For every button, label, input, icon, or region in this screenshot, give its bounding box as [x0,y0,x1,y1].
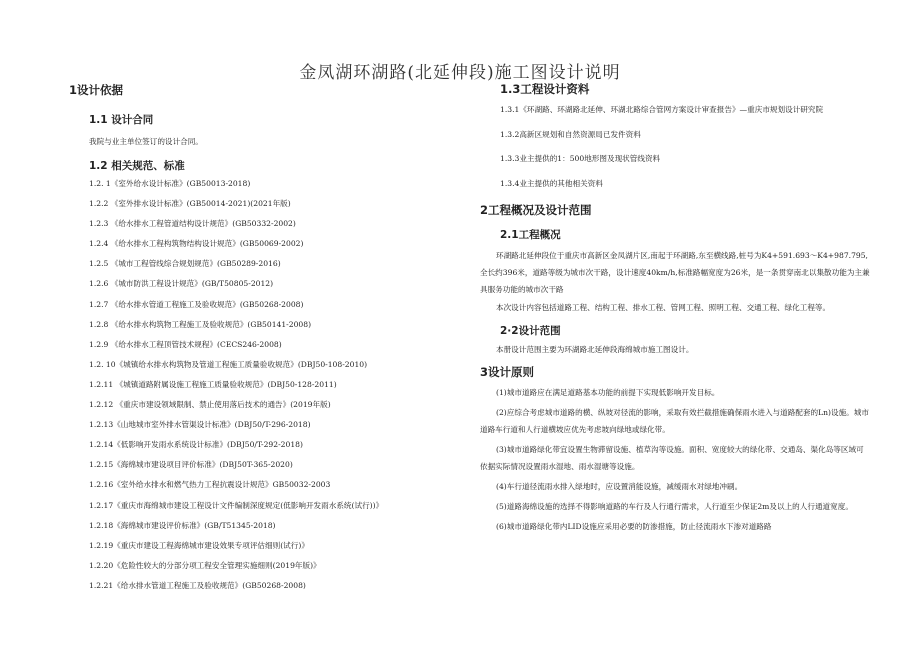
page-title: 金凤湖环湖路(北延伸段)施工图设计说明 [299,63,621,83]
section-1-3-heading: 1.3工程设计资料 [500,82,590,96]
list-item: 1.2.19《重庆市建设工程海绵城市建设效果专项评估细则(试行)》 [89,540,309,550]
section-1-1-text: 我院与业主单位签订的设计合同。 [89,137,203,146]
list-item: 1.2.4 《给水排水工程构筑物结构设计规范》(GB50069-2002) [89,239,304,249]
materials-list [480,104,870,190]
list-item: (2)应综合考虑城市道路的横、纵坡对径流的影响，采取有效拦截措施确保雨水进入与道路配套的Ln)设施。城市道路车行道和人行道横坡应优先考虑坡向绿地或绿化带。 [480,408,869,434]
list-item: 1.2.12 《重庆市建设领域限制、禁止使用落后技术的通告》(2019年版) [89,400,331,410]
section-2-1-heading: 2.1工程概况 [500,229,561,241]
list-item: (5)道路海绵设施的选择不得影响道路的车行及人行通行需求，人行道至少保证2m及以上的人行通道宽度。 [496,502,853,511]
principles-list [480,384,870,535]
list-item: (3)城市道路绿化带宜设置生物滞留设施、植草沟等设施。面积、宽度较大的绿化带、交通岛、渠化岛等区域可依据实际情况设置雨水湿地、雨水湿塘等设施。 [480,445,864,471]
list-item: 1.2.14《低影响开发雨水系统设计标准》(DBJ50/T-292-2018) [89,440,303,450]
section-1-2-heading: 1.2 相关规范、标准 [89,160,185,172]
overview-paragraph-1: 环湖路北延伸段位于重庆市高新区金凤湖片区,南起于环湖路,东至横线路,桩号为K4+591.693～K4+987.795,全长约396米，道路等级为城市次干路，设计速度40km/h,标准路幅宽度为26米，是一条贯穿南北以集散功能为主兼具服务功能的城市次干路 [480,251,870,294]
list-item: 1.2.20《危险性较大的分部分项工程安全管理实施细则(2019年版)》 [89,560,321,570]
list-item: (4)车行道径流雨水排入绿地时，应设置消能设施，减缓雨水对绿地冲刷。 [496,482,743,491]
list-item: 1.2.9 《给水排水工程顶管技术规程》(CECS246-2008) [89,339,282,349]
scope-text: 本册设计范围主要为环湖路北延伸段海绵城市施工图设计。 [496,345,694,354]
section-3-heading: 3设计原则 [480,365,535,379]
list-item: 1.2.7 《给水排水管道工程施工及验收规范》(GB50268-2008) [89,299,304,309]
list-item: 1.2.6 《城市防洪工程设计规范》(GB/T50805-2012) [89,279,274,289]
section-1-heading: 1设计依据 [69,83,124,97]
list-item: 1.3.3业主提供的1：500地形图及现状管线资料 [500,154,661,163]
list-item: 1.3.2高新区规划和自然资源局已发件资料 [500,129,641,139]
list-item: 1.3.1《环湖路、环湖路北延伸、环湖北路综合管网方案设计审查报告》—重庆市规划设计研究院 [500,105,824,114]
left-column [69,80,449,600]
list-item: 1.2. 1《室外给水设计标准》(GB50013-2018) [89,179,251,188]
list-item: 1.2.11 《城镇道路附属设施工程施工质量验收规范》(DBJ50-128-2011) [89,379,337,389]
section-2-heading: 2工程概况及设计范围 [480,203,592,217]
list-item: 1.2.13《山地城市室外排水管渠设计标准》(DBJ50/T-296-2018) [89,420,311,430]
list-item: 1.2.16《室外给水排水和燃气热力工程抗震设计规范》GB50032-2003 [89,480,331,490]
list-item: 1.2.21《给水排水管道工程施工及验收规范》(GB50268-2008) [89,580,306,590]
list-item: 1.2.3 《给水排水工程管道结构设计规范》(GB50332-2002) [89,219,296,229]
section-1-1-heading: 1.1 设计合同 [89,114,154,126]
list-item: 1.2.17《重庆市海绵城市建设工程设计文件编制深度规定(低影响开发雨水系统(试行))》 [89,500,384,510]
list-item: 1.2.15《海绵城市建设项目评价标准》(DBJ50T-365-2020) [89,460,293,470]
list-item: 1.2.2 《室外排水设计标准》(GB50014-2021)(2021年版) [89,199,291,209]
list-item: 1.2.8 《给水排水构筑物工程施工及验收规范》(GB50141-2008) [89,319,312,329]
spec-list [69,178,449,592]
right-column [480,80,870,538]
list-item: 1.2.5 《城市工程管线综合规划规范》(GB50289-2016) [89,259,281,269]
section-2-2-heading: 2·2设计范围 [500,325,561,337]
list-item: 1.2.18《海绵城市建设评价标准》(GB/T51345-2018) [89,520,276,530]
list-item: 1.3.4业主提供的其他相关资料 [500,178,603,188]
overview-paragraph-2: 本次设计内容包括道路工程、结构工程、排水工程、管网工程、照明工程、交通工程、绿化工程等。 [496,303,831,312]
list-item: (1)城市道路应在满足道路基本功能的前提下实现低影响开发目标。 [496,388,720,397]
list-item: (6)城市道路绿化带内LID设施应采用必要的防渗措施，防止径流雨水下渗对道路路 [496,522,772,531]
list-item: 1.2. 10《城镇给水排水构筑物及管道工程施工质量验收规范》(DBJ50-108-2010) [89,359,368,369]
